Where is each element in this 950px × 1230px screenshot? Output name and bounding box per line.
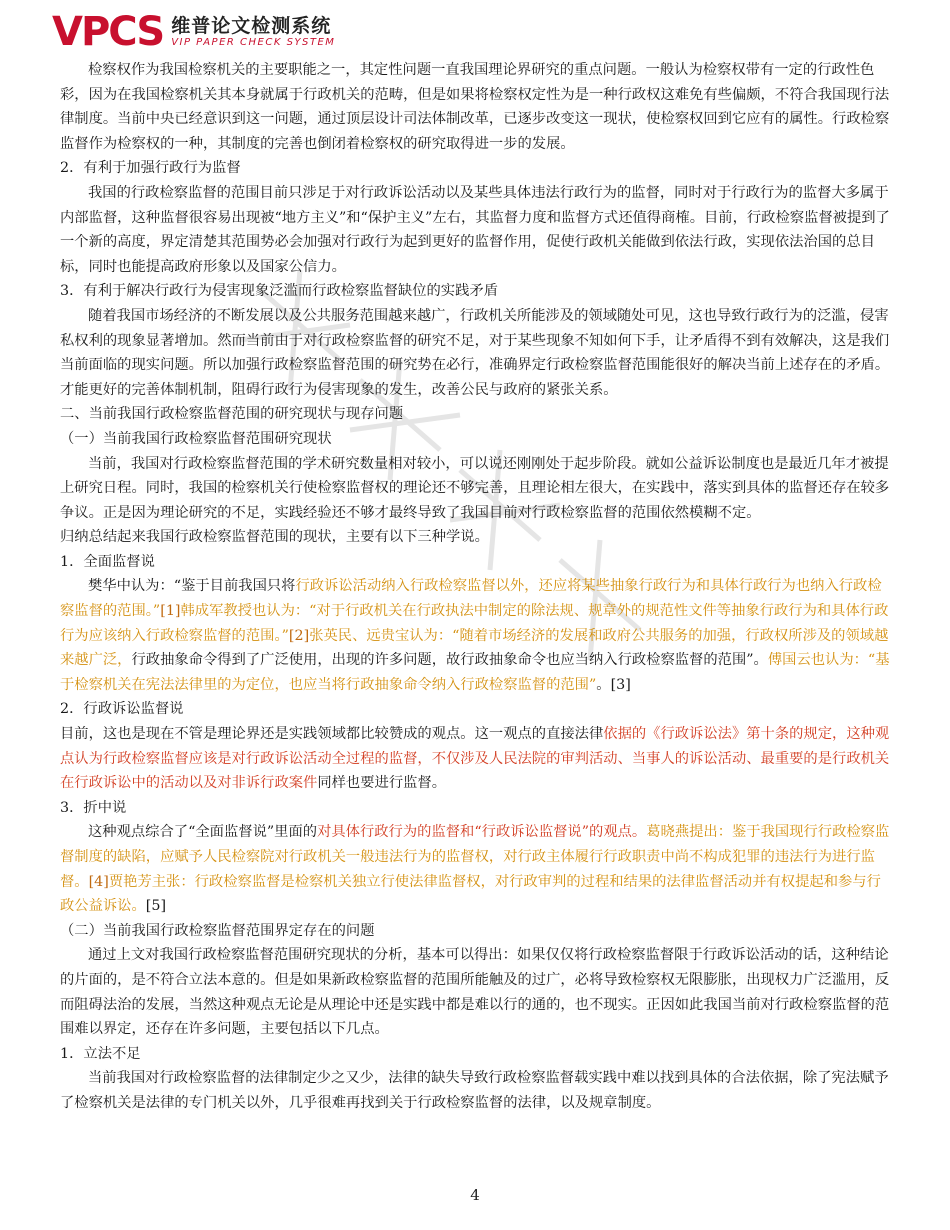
page-number: 4 bbox=[470, 1186, 480, 1204]
section-heading bbox=[60, 402, 890, 427]
section-heading bbox=[60, 1042, 890, 1067]
paragraph bbox=[60, 943, 890, 1041]
paragraph bbox=[60, 181, 890, 279]
text-segment: 我国的行政检察监督的范围目前只涉足于对行政诉讼活动以及某些具体违法行政行为的监督，同时对于行政行为的监督大多属于内部监督，这种监督很容易出现被“地方主义”和“保护主义”左右，其监督力度和监督方式还值得商榷。目前，行政检察监督被提到了一个新的高度，界定清楚其范围势必会加强对行政行为起到更好的监督作用，促使行政机关能做到依法行政，实现依法治国的总目标，同时也能提高政府形象以及国家公信力。 bbox=[60, 184, 890, 275]
text-segment: 韩成军教授也认为：“对于行政机关在行政执法中制定的除法规、规章外的规范性文件等抽象行政行为和具体行政行为应该纳入行政检察监督的范围。” bbox=[60, 603, 889, 644]
text-segment: [2] bbox=[288, 627, 310, 644]
logo-mark-text: VPCS bbox=[52, 9, 164, 55]
text-segment: 2．行政诉讼监督说 bbox=[60, 701, 184, 718]
paragraph bbox=[60, 1066, 890, 1115]
section-heading bbox=[60, 550, 890, 575]
section-heading bbox=[60, 279, 890, 304]
paragraph bbox=[60, 820, 890, 918]
paragraph bbox=[60, 574, 890, 697]
logo-text bbox=[171, 15, 335, 49]
text-segment: 检察权作为我国检察机关的主要职能之一，其定性问题一直我国理论界研究的重点问题。一般认为检察权带有一定的行政性色彩，因为在我国检察机关其本身就属于行政机关的范畴，但是如果将检察权定性为是一种行政权这难免有些偏颇，不符合我国现行法律制度。当前中央已经意识到这一问题，通过顶层设计司法体制改革，已逐步改变这一现状，使检察权回到它应有的属性。行政检察监督作为检察权的一种，其制度的完善也倒闭着检察权的研究取得进一步的发展。 bbox=[60, 62, 890, 152]
document-body bbox=[60, 58, 890, 1116]
text-segment: 。[3] bbox=[596, 676, 631, 693]
text-segment: 随着我国市场经济的不断发展以及公共服务范围越来越广，行政机关所能涉及的领域随处可见，这也导致行政行为的泛滥，侵害私权利的现象显著增加。然而当前由于对行政检察监督的研究不足，对于某些现象不知如何下手，让矛盾得不到有效解决，这是我们当前面临的现实问题。所以加强行政检察监督范围的研究势在必行，准确界定行政检察监督范围能很好的解决当前上述存在的矛盾。才能更好的完善体制机制，阻碍行政行为侵害现象的发生，改善公民与政府的紧张关系。 bbox=[60, 307, 890, 398]
text-segment: 依据的《行政诉讼法》第十条的规定，这种观点认为行政检察监督应该是对行政诉讼活动全过程的监督，不仅涉及人民法院的审判活动、当事人的诉讼活动、最重要的是行政机关在行政诉讼中的活动以及对非诉行政案件 bbox=[60, 726, 890, 792]
paragraph bbox=[60, 722, 890, 796]
text-segment: 张英民、远贵宝认为：“随着市场经济的发展和政府公共服务的加强，行政权所涉及的领域越来越广泛， bbox=[60, 627, 889, 669]
section-heading bbox=[60, 919, 890, 944]
text-segment: [4] bbox=[88, 873, 109, 890]
logo-mark bbox=[52, 10, 163, 54]
text-segment: 归纳总结起来我国行政检察监督范围的现状，主要有以下三种学说。 bbox=[60, 529, 489, 546]
text-segment: 1．全面监督说 bbox=[60, 553, 155, 570]
logo-name-en: VIP PAPER CHECK SYSTEM bbox=[171, 37, 336, 48]
text-segment: （二）当前我国行政检察监督范围界定存在的问题 bbox=[60, 922, 375, 939]
text-segment: 3．折中说 bbox=[60, 799, 127, 816]
text-segment: 二、当前我国行政检察监督范围的研究现状与现存问题 bbox=[60, 406, 404, 423]
text-segment: 行政诉讼活动纳入行政检察监督以外，还应将某些抽象行政行为和具体行政行为也纳入行政检察监督的范围。” bbox=[60, 578, 882, 620]
text-segment: 贾艳芳主张：行政检察监督是检察机关独立行使法律监督权，对行政审判的过程和结果的法律监督活动并有权提起和参与行政公益诉讼。 bbox=[60, 873, 881, 915]
text-segment: 葛晓燕提出：鉴于我国现行行政检察监督制度的缺陷，应赋予人民检察院对行政机关一般违法行为的监督权，对行政主体履行行政职责中尚不构成犯罪的违法行为进行监督。 bbox=[60, 824, 890, 890]
text-segment: 3．有利于解决行政行为侵害现象泛滥而行政检察监督缺位的实践矛盾 bbox=[60, 283, 498, 300]
text-segment: 对具体行政行为的监督和“行政诉讼监督说”的观点。 bbox=[317, 824, 647, 841]
text-segment: 目前，这也是现在不管是理论界还是实践领域都比较赞成的观点。这一观点的直接法律 bbox=[60, 726, 604, 743]
section-heading bbox=[60, 427, 890, 452]
text-segment: [5] bbox=[145, 898, 167, 915]
text-segment: 行政抽象命令得到了广泛使用，出现的许多问题，故行政抽象命令也应当纳入行政检察监督的范围”。 bbox=[131, 652, 768, 669]
section-heading bbox=[60, 156, 890, 181]
logo-name-cn: 维普论文检测系统 bbox=[171, 15, 332, 37]
paragraph bbox=[60, 452, 890, 526]
text-segment: [1] bbox=[160, 603, 181, 620]
text-segment: 当前我国对行政检察监督的法律制定少之又少，法律的缺失导致行政检察监督载实践中难以找到具体的合法依据，除了宪法赋予了检察机关是法律的专门机关以外，几乎很难再找到关于行政检察监督的法律，以及规章制度。 bbox=[60, 1070, 889, 1111]
paragraph bbox=[60, 304, 890, 402]
text-segment: 这种观点综合了“全面监督说”里面的 bbox=[88, 824, 318, 841]
paragraph bbox=[60, 525, 890, 550]
paragraph bbox=[60, 58, 890, 156]
text-segment: 傅国云也认为：“基于检察机关在宪法法律里的为定位，也应当将行政抽象命令纳入行政检察监督的范围” bbox=[60, 652, 890, 693]
text-segment: 同样也要进行监督。 bbox=[317, 775, 447, 792]
section-heading bbox=[60, 796, 890, 821]
section-heading bbox=[60, 697, 890, 722]
text-segment: 当前，我国对行政检察监督范围的学术研究数量相对较小，可以说还刚刚处于起步阶段。就如公益诉讼制度也是最近几年才被提上研究日程。同时，我国的检察机关行使检察监督权的理论还不够完善，且理论相左很大，在实践中，落实到具体的监督还存在较多争议。正是因为理论研究的不足，实践经验还不够才最终导致了我国目前对行政检察监督的范围依然模糊不定。 bbox=[60, 455, 890, 521]
text-segment: 樊华中认为：“鉴于目前我国只将 bbox=[88, 578, 296, 595]
text-segment: （一）当前我国行政检察监督范围研究现状 bbox=[60, 430, 332, 447]
vpcs-logo bbox=[52, 10, 335, 54]
text-segment: 通过上文对我国行政检察监督范围研究现状的分析，基本可以得出：如果仅仅将行政检察监督限于行政诉讼活动的话，这种结论的片面的，是不符合立法本意的。但是如果新政检察监督的范围所能触及的过广，必将导致检察权无限膨胀，出现权力广泛滥用，反而阻碍法治的发展，当然这种观点无论是从理论中还是实践中都是难以行的通的，也不现实。正因如此我国当前对行政检察监督的范围难以界定，还存在许多问题，主要包括以下几点。 bbox=[60, 947, 890, 1038]
text-segment: 2．有利于加强行政行为监督 bbox=[60, 160, 241, 177]
text-segment: 1．立法不足 bbox=[60, 1045, 141, 1062]
